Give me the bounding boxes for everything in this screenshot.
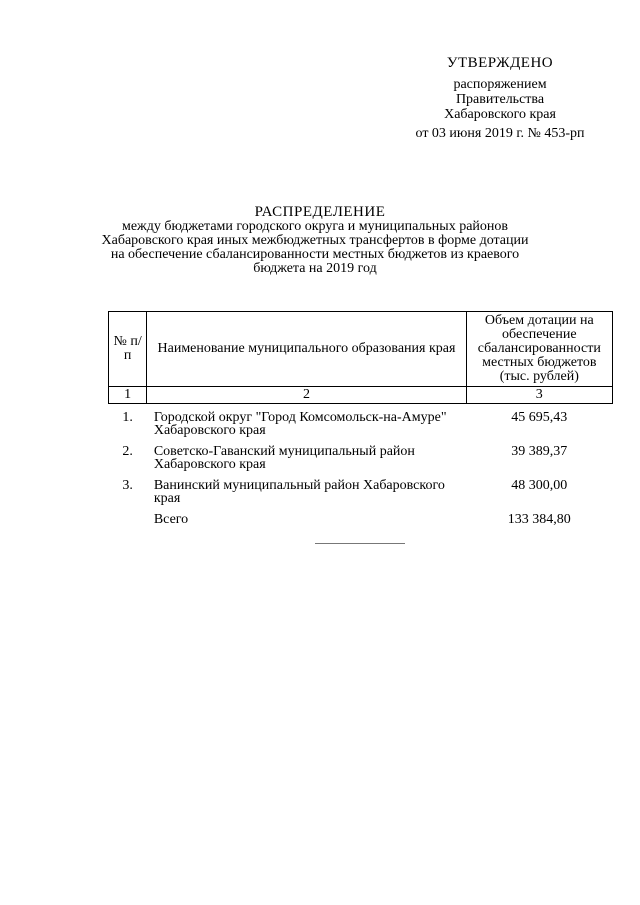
- header-name: Наименование муниципального образования края: [147, 312, 466, 387]
- row-name: Городской округ "Город Комсомольск-на-Амуре" Хабаровского края: [153, 410, 447, 438]
- row-number: 2.: [122, 444, 133, 459]
- table-header-row: [109, 312, 613, 387]
- column-number-1: 1: [109, 387, 147, 404]
- column-number-row: [109, 387, 613, 404]
- approval-line-1: распоряжением: [453, 77, 547, 92]
- approval-line-3: Хабаровского края: [444, 107, 556, 122]
- row-name: Советско-Гаванский муниципальный район Хабаровского края: [153, 444, 415, 472]
- column-number-3: 3: [466, 387, 612, 404]
- row-amount: 48 300,00: [511, 478, 568, 493]
- document-subtitle: между бюджетами городского округа и муниципальных районов Хабаровского края иных межбюджетных трансфертов в форме дотации на обеспечение сбалансированности местных бюджетов из краевого бюджета на 2019 год: [101, 219, 529, 276]
- row-number: 1.: [122, 410, 133, 425]
- row-number: 3.: [122, 478, 133, 493]
- document-title: РАСПРЕДЕЛЕНИЕ: [254, 204, 386, 220]
- header-number: № п/п: [109, 312, 147, 387]
- header-amount: Объем дотации на обеспечение сбалансированности местных бюджетов (тыс. рублей): [466, 312, 612, 387]
- approval-line-2: Правительства: [455, 92, 545, 107]
- row-amount: 39 389,37: [511, 444, 568, 459]
- end-separator-line: [315, 543, 405, 544]
- column-number-2: 2: [147, 387, 466, 404]
- row-name: Ванинский муниципальный район Хабаровского края: [153, 478, 445, 506]
- total-amount: 133 384,80: [507, 512, 571, 527]
- distribution-table: [108, 311, 613, 534]
- approval-block: [380, 56, 620, 141]
- table-row: [109, 479, 613, 513]
- approval-date: от 03 июня 2019 г. № 453-рп: [415, 126, 585, 141]
- table-row: [109, 404, 613, 446]
- total-label: Всего: [153, 512, 189, 527]
- row-amount: 45 695,43: [511, 410, 568, 425]
- total-row: [109, 513, 613, 534]
- approval-title: УТВЕРЖДЕНО: [446, 55, 554, 71]
- table-row: [109, 445, 613, 479]
